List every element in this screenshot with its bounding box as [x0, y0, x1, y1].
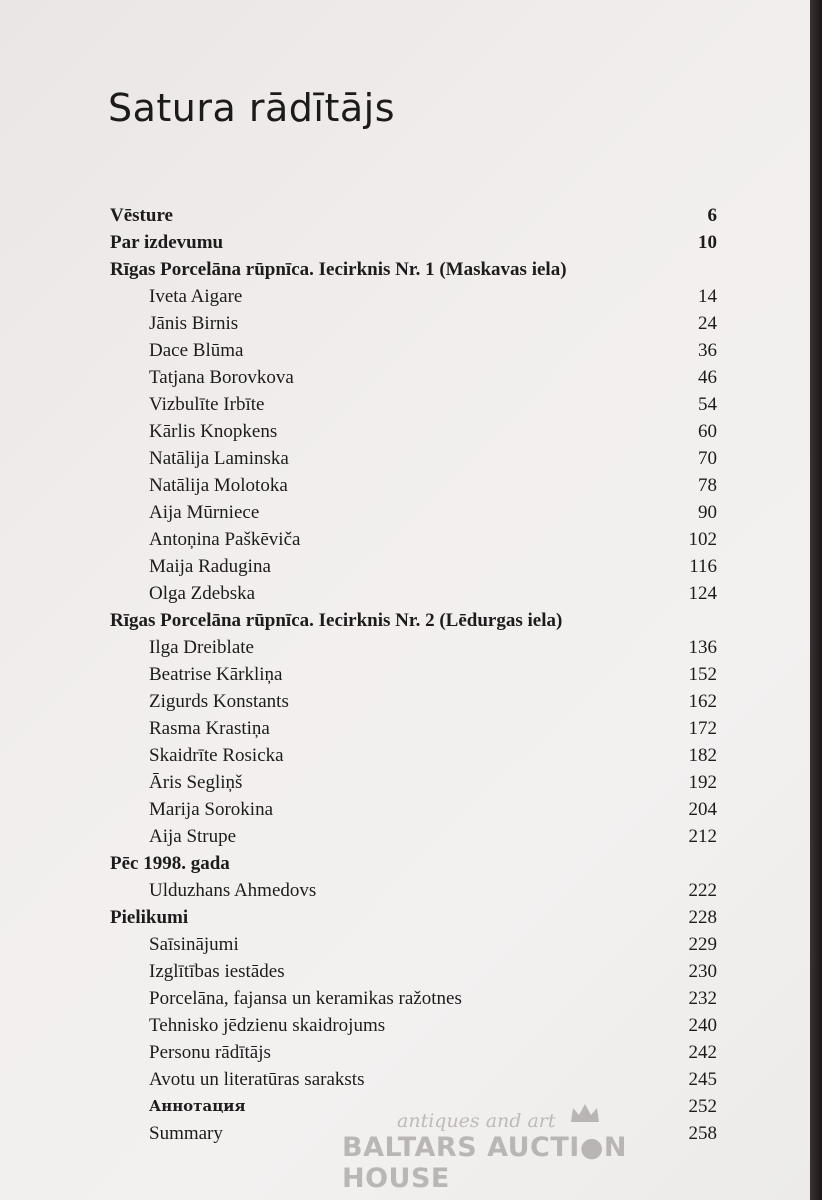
toc-entry-page: 6 — [707, 205, 717, 226]
toc-entry-title: Aija Strupe — [149, 826, 237, 847]
toc-entry-page: 229 — [688, 934, 717, 955]
toc-entry — [0, 742, 822, 769]
toc-entry-page: 90 — [698, 502, 717, 523]
toc-entry — [0, 985, 822, 1012]
toc-entry — [0, 445, 822, 472]
toc-entry-title: Pēc 1998. gada — [110, 853, 230, 874]
toc-entry-title: Rīgas Porcelāna rūpnīca. Iecirknis Nr. 2 (Lēdurgas iela) — [110, 610, 563, 631]
toc-entry — [0, 391, 822, 418]
watermark-brand: BALTARS AUCTI●N HOUSE — [342, 1132, 627, 1194]
toc-entry-title: Аннотация — [149, 1097, 246, 1115]
toc-entry-title: Summary — [149, 1123, 223, 1144]
toc-entry — [0, 256, 822, 283]
toc-entry-title: Skaidrīte Rosicka — [149, 745, 284, 766]
toc-entry — [0, 850, 822, 877]
toc-entry — [0, 607, 822, 634]
toc-entry-page: 204 — [688, 799, 717, 820]
toc-entry — [0, 634, 822, 661]
toc-entry-page: 60 — [698, 421, 717, 442]
toc-entry-title: Porcelāna, fajansa un keramikas ražotnes — [149, 988, 462, 1009]
toc-entry-title: Kārlis Knopkens — [149, 421, 278, 442]
toc-entry-title: Ilga Dreiblate — [149, 637, 254, 658]
toc-entry-title: Iveta Aigare — [149, 286, 243, 307]
page-title: Satura rādītājs — [108, 86, 396, 130]
toc-entry-title: Rasma Krastiņa — [149, 718, 270, 739]
toc-entry-page: 102 — [688, 529, 717, 550]
toc-entry-title: Vēsture — [110, 205, 173, 226]
toc-entry-page: 182 — [688, 745, 717, 766]
toc-entry-page: 258 — [688, 1123, 717, 1144]
toc-entry — [0, 958, 822, 985]
toc-entry — [0, 418, 822, 445]
toc-entry-title: Saīsinājumi — [149, 934, 239, 955]
toc-entry — [0, 283, 822, 310]
toc-entry — [0, 526, 822, 553]
toc-entry-page: 232 — [688, 988, 717, 1009]
toc-entry — [0, 931, 822, 958]
toc-entry-page: 240 — [688, 1015, 717, 1036]
toc-entry-page: 192 — [688, 772, 717, 793]
toc-entry-page: 242 — [688, 1042, 717, 1063]
toc-entry-page: 162 — [688, 691, 717, 712]
toc-entry-page: 14 — [698, 286, 717, 307]
toc-entry — [0, 202, 822, 229]
toc-entry — [0, 472, 822, 499]
toc-entry-title: Beatrise Kārkliņa — [149, 664, 283, 685]
toc-entry-title: Maija Radugina — [149, 556, 271, 577]
toc-entry-page: 172 — [688, 718, 717, 739]
toc-entry-page: 228 — [688, 907, 717, 928]
toc-entry-title: Antoņina Paškēviča — [149, 529, 301, 550]
toc-entry-title: Dace Blūma — [149, 340, 244, 361]
toc-entry-title: Personu rādītājs — [149, 1042, 271, 1063]
toc-entry — [0, 796, 822, 823]
toc-entry-page: 222 — [688, 880, 717, 901]
toc-entry-title: Vizbulīte Irbīte — [149, 394, 265, 415]
toc-entry-page: 136 — [688, 637, 717, 658]
toc-entry — [0, 688, 822, 715]
toc-entry-title: Tehnisko jēdzienu skaidrojums — [149, 1015, 386, 1036]
toc-entry — [0, 877, 822, 904]
toc-entry-page: 54 — [698, 394, 717, 415]
toc-entry — [0, 715, 822, 742]
toc-entry-page: 152 — [688, 664, 717, 685]
toc-entry — [0, 661, 822, 688]
toc-entry — [0, 904, 822, 931]
toc-entry — [0, 1093, 822, 1120]
toc-entry-page: 116 — [689, 556, 717, 577]
toc-entry-title: Zigurds Konstants — [149, 691, 289, 712]
toc-entry-title: Olga Zdebska — [149, 583, 256, 604]
toc-entry-page: 36 — [698, 340, 717, 361]
toc-entry — [0, 580, 822, 607]
toc-entry-title: Pielikumi — [110, 907, 189, 928]
toc-entry-page: 78 — [698, 475, 717, 496]
toc-entry — [0, 310, 822, 337]
toc-entry-page: 70 — [698, 448, 717, 469]
toc-entry — [0, 1039, 822, 1066]
toc-entry-title: Aija Mūrniece — [149, 502, 260, 523]
toc-entry-page: 124 — [688, 583, 717, 604]
toc-entry — [0, 1012, 822, 1039]
toc-entry-page: 252 — [688, 1096, 717, 1117]
toc-entry-page: 46 — [698, 367, 717, 388]
toc-entry — [0, 499, 822, 526]
toc-entry-title: Jānis Birnis — [149, 313, 239, 334]
toc-entry — [0, 1066, 822, 1093]
watermark-tagline: antiques and art — [397, 1110, 556, 1132]
toc-entry-title: Avotu un literatūras saraksts — [149, 1069, 365, 1090]
toc-entry — [0, 823, 822, 850]
toc-entry-title: Rīgas Porcelāna rūpnīca. Iecirknis Nr. 1 (Maskavas iela) — [110, 259, 567, 280]
toc-entry-page: 212 — [688, 826, 717, 847]
toc-entry — [0, 1120, 822, 1147]
toc-entry-title: Par izdevumu — [110, 232, 224, 253]
toc-entry — [0, 337, 822, 364]
toc-entry — [0, 553, 822, 580]
toc-entry-title: Ulduzhans Ahmedovs — [149, 880, 317, 901]
toc-entry-page: 10 — [698, 232, 717, 253]
toc-entry-title: Natālija Molotoka — [149, 475, 288, 496]
toc-entry — [0, 364, 822, 391]
toc-entry-title: Izglītības iestādes — [149, 961, 285, 982]
toc-entry-page: 230 — [688, 961, 717, 982]
table-of-contents — [0, 202, 822, 1147]
toc-entry-title: Marija Sorokina — [149, 799, 274, 820]
toc-entry-page: 245 — [688, 1069, 717, 1090]
toc-entry-title: Tatjana Borovkova — [149, 367, 294, 388]
toc-entry-title: Āris Segliņš — [149, 772, 243, 793]
toc-entry — [0, 229, 822, 256]
toc-entry-title: Natālija Laminska — [149, 448, 289, 469]
toc-entry-page: 24 — [698, 313, 717, 334]
toc-entry — [0, 769, 822, 796]
